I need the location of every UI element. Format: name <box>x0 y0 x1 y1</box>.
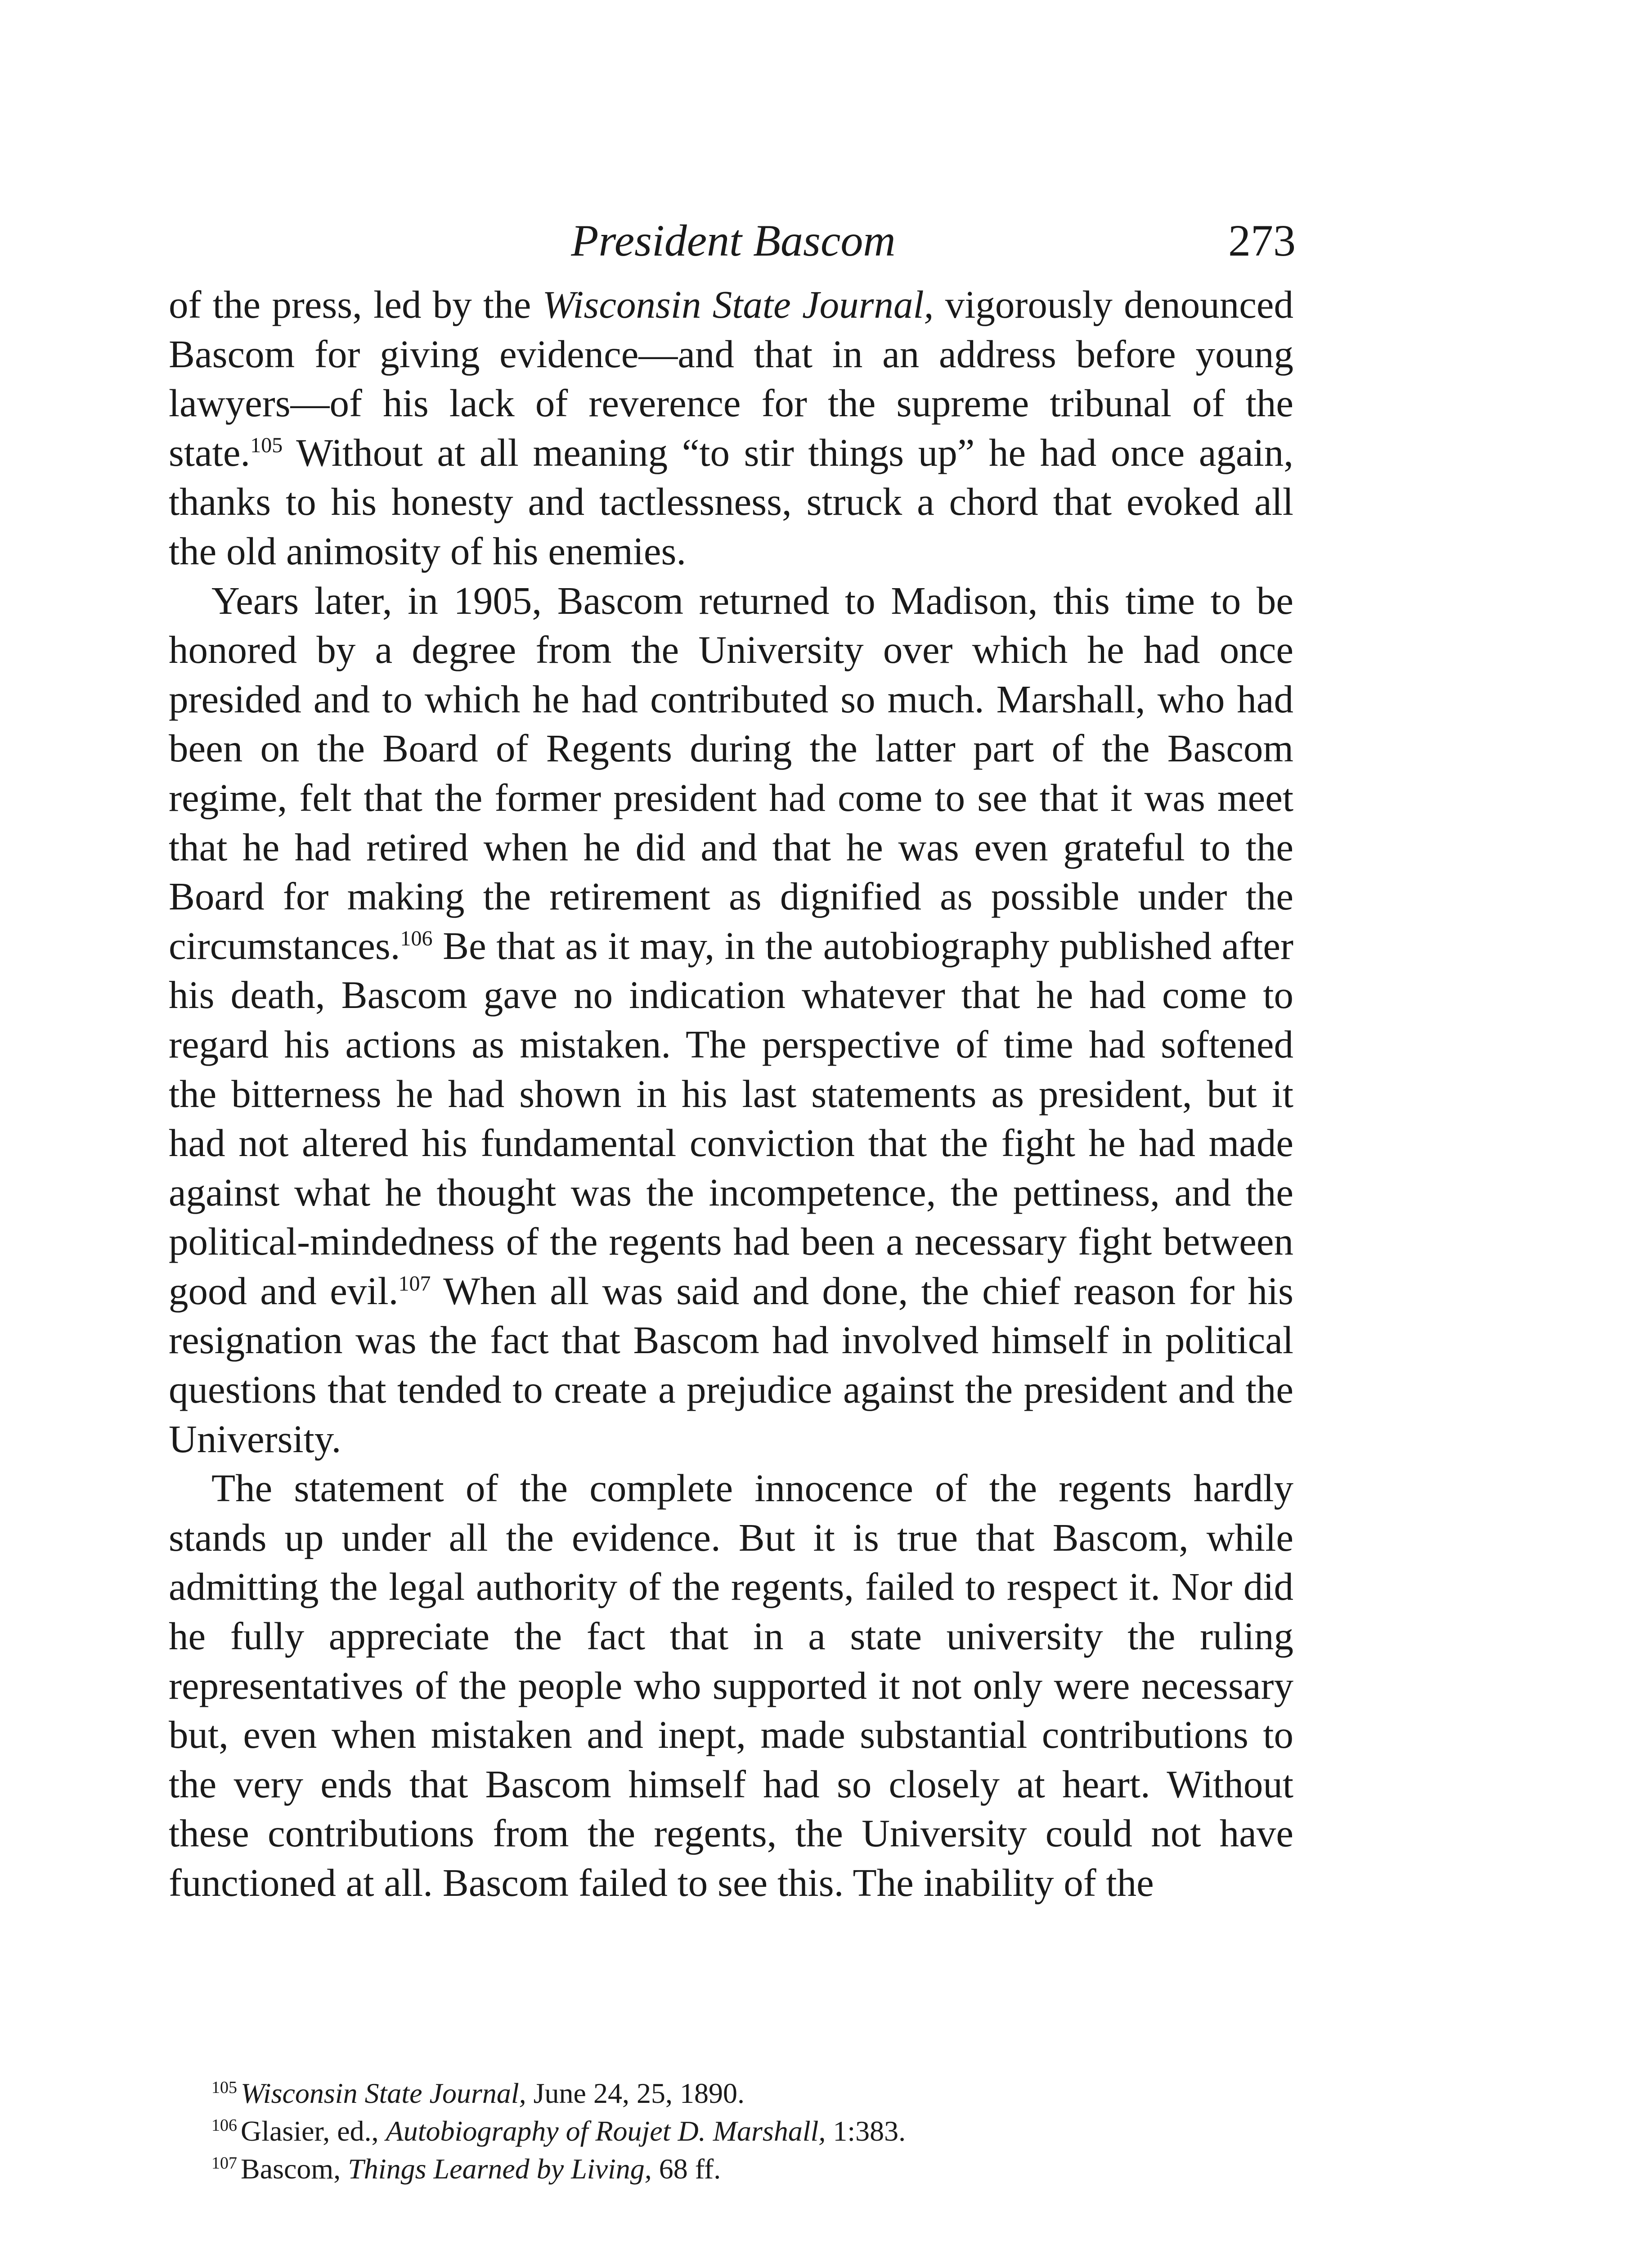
body-text <box>169 280 1293 1908</box>
italic-text: Wisconsin State Journal, <box>241 2077 526 2109</box>
italic-text: Wisconsin State Journal, <box>542 283 934 326</box>
footnote-ref-106: 106 <box>400 926 433 950</box>
text-run: Glasier, ed., <box>241 2115 386 2147</box>
text-run: of the press, led by the <box>169 283 543 326</box>
text-run: Without at all meaning “to stir things up” he had once again, thanks to his honesty and tactlessness, struck a chord that evoked all the old animosity of his enemies. <box>169 430 1293 573</box>
footnote-105 <box>169 2074 1293 2112</box>
footnotes <box>169 2074 1293 2188</box>
text-run: Bascom, <box>241 2153 348 2185</box>
italic-text: Things Learned by Living, <box>348 2153 652 2185</box>
running-title: President Bascom <box>571 216 896 266</box>
running-head <box>171 212 1296 270</box>
footnote-ref-107: 107 <box>398 1271 431 1296</box>
footnote-number: 105 <box>211 2078 237 2097</box>
text-run: vigorously denounced Bascom for giving evidence—and that in an address before young lawyers—of his lack of reverence for the supreme tribunal of the state. <box>169 283 1293 474</box>
footnote-106 <box>169 2112 1293 2150</box>
footnote-107 <box>169 2150 1293 2188</box>
italic-text: Autobiography of Roujet D. Marshall, <box>386 2115 826 2147</box>
paragraph-2 <box>169 576 1293 1464</box>
footnote-ref-105: 105 <box>250 433 283 457</box>
page-number: 273 <box>1228 216 1296 266</box>
text-run: Years later, in 1905, Bascom returned to Madison, this time to be honored by a degree from the University over which he had once presided and to which he had contributed so much. Marshall, who had been on the Board of Regents during the latter part of the Bascom regime, felt that the former president had come to see that it was meet that he had retired when he did and that he was even grateful to the Board for making the retirement as dignified as possible under the circumstances. <box>169 578 1293 968</box>
footnote-number: 107 <box>211 2153 237 2173</box>
text-run: 68 ff. <box>651 2153 721 2185</box>
paragraph-1 <box>169 280 1293 576</box>
text-run: 1:383. <box>826 2115 906 2147</box>
text-run: When all was said and done, the chief reason for his resignation was the fact that Bascom had involved himself in political questions that tended to create a prejudice against the president and the University. <box>169 1269 1293 1461</box>
text-run: Be that as it may, in the autobiography published after his death, Bascom gave no indication whatever that he had come to regard his actions as mistaken. The perspective of time had softened the bitterness he had shown in his last statements as president, but it had not altered his fundamental conviction that the fight he had made against what he thought was the incompetence, the pettiness, and the political-mindedness of the regents had been a necessary fight between good and evil. <box>169 923 1293 1313</box>
paragraph-3 <box>169 1463 1293 1907</box>
text-run: The statement of the complete innocence of the regents hardly stands up under all the evidence. But it is true that Bascom, while admitting the legal authority of the regents, failed to respect it. Nor did he fully appreciate the fact that in a state university the ruling representatives of the people who supported it not only were necessary but, even when mistaken and inept, made substantial contributions to the very ends that Bascom himself had so closely at heart. Without these contributions from the regents, the University could not have functioned at all. Bascom failed to see this. The inability of the <box>169 1466 1293 1904</box>
footnote-number: 106 <box>211 2115 237 2135</box>
text-run: June 24, 25, 1890. <box>526 2077 745 2109</box>
